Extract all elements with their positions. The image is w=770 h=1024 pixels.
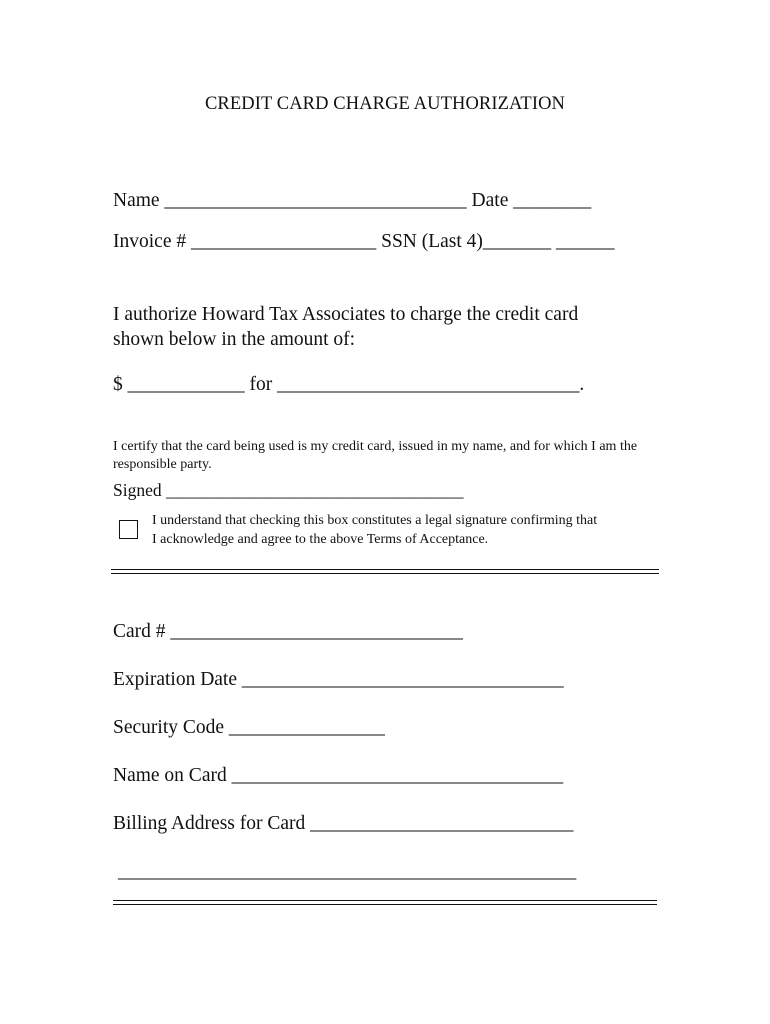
checkbox-label-line-2: I acknowledge and agree to the above Terms of Acceptance. bbox=[152, 532, 489, 547]
amount-field[interactable]: $ ____________ for _______________________________. bbox=[113, 374, 585, 395]
section-divider-bottom bbox=[111, 573, 659, 574]
security-code-field[interactable]: Security Code ________________ bbox=[113, 717, 385, 738]
footer-divider-top bbox=[113, 900, 657, 901]
card-number-field[interactable]: Card # ______________________________ bbox=[113, 621, 463, 642]
name-date-field[interactable]: Name _______________________________ Date ________ bbox=[113, 190, 592, 211]
signature-field[interactable]: Signed __________________________________ bbox=[113, 480, 464, 500]
legal-signature-checkbox[interactable] bbox=[119, 520, 138, 539]
billing-address-second-line[interactable]: _______________________________________________ bbox=[118, 861, 577, 882]
expiration-date-field[interactable]: Expiration Date _________________________________ bbox=[113, 669, 564, 690]
invoice-ssn-field[interactable]: Invoice # ___________________ SSN (Last 4)_______ ______ bbox=[113, 231, 615, 252]
certification-statement: I certify that the card being used is my credit card, issued in my name, and for which I am the responsible party. bbox=[113, 439, 638, 472]
authorization-statement: I authorize Howard Tax Associates to charge the credit card shown below in the amount of: bbox=[113, 304, 579, 351]
name-on-card-field[interactable]: Name on Card __________________________________ bbox=[113, 765, 564, 786]
checkbox-label-line-1: I understand that checking this box constitutes a legal signature confirming that bbox=[152, 513, 598, 528]
footer-divider-bottom bbox=[113, 904, 657, 905]
billing-address-field[interactable]: Billing Address for Card ___________________________ bbox=[113, 813, 574, 834]
page-title: CREDIT CARD CHARGE AUTHORIZATION bbox=[204, 94, 565, 114]
section-divider-top bbox=[111, 569, 659, 570]
